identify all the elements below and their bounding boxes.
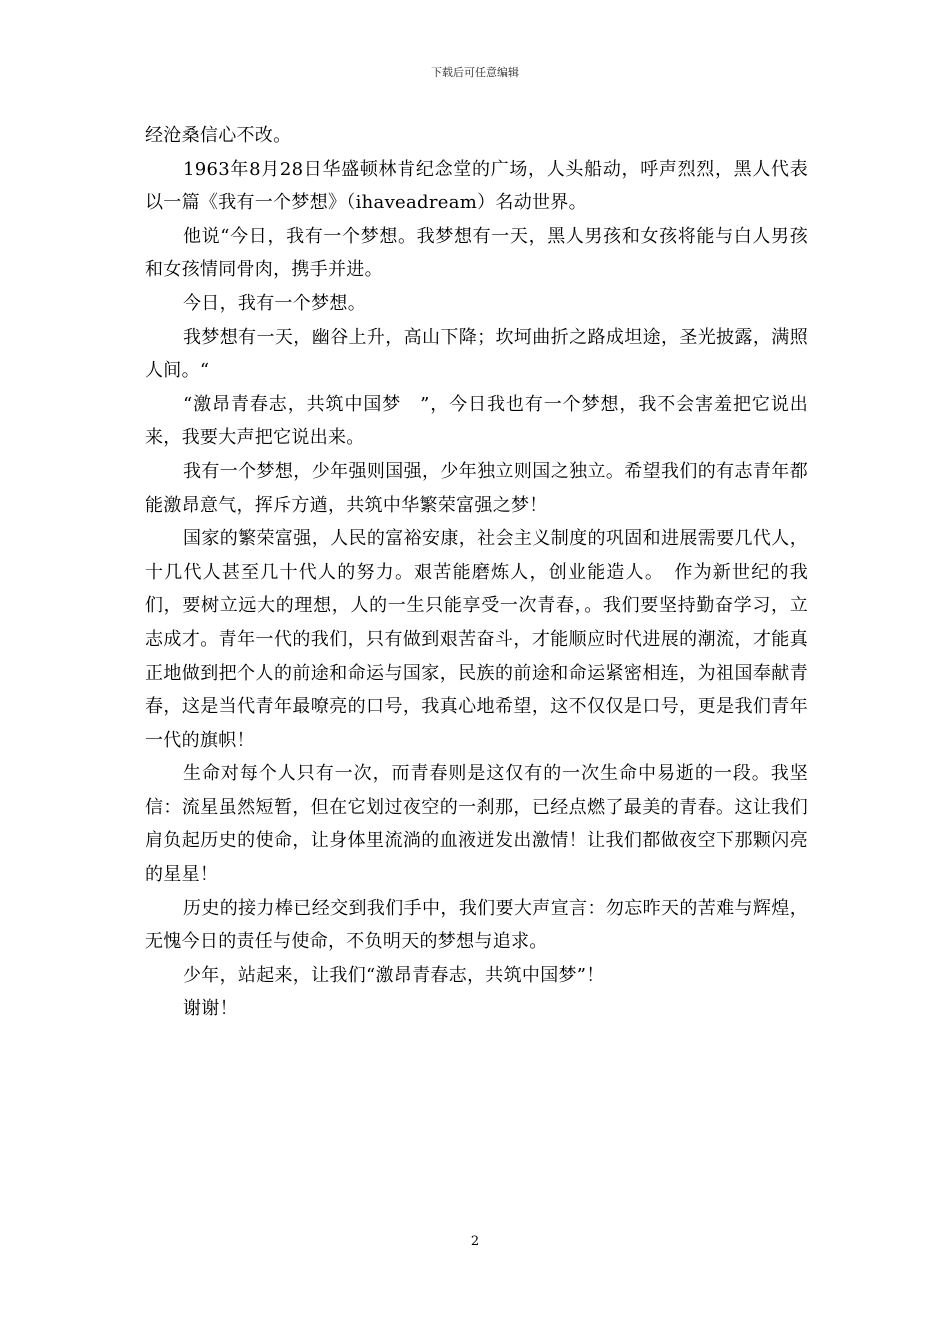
paragraph: 历史的接力棒已经交到我们手中，我们要大声宣言：勿忘昨天的苦难与辉煌，无愧今日的责任与使命，不负明天的梦想与追求。: [145, 897, 808, 953]
paragraph: 我有一个梦想，少年强则国强，少年独立则国之独立。希望我们的有志青年都能激昂意气，挥斥方遒，共筑中华繁荣富强之梦！: [145, 460, 808, 516]
paragraph: 生命对每个人只有一次，而青春则是这仅有的一次生命中易逝的一段。我坚信：流星虽然短暂，但在它划过夜空的一刹那，已经点燃了最美的青春。这让我们肩负起历史的使命，让身体里流淌的血液迸发出激情！让我们都做夜空下那颗闪亮的星星！: [145, 763, 808, 886]
paragraph: “激昂青春志，共筑中国梦 ”，今日我也有一个梦想，我不会害羞把它说出来，我要大声把它说出来。: [145, 393, 808, 449]
paragraph: 少年，站起来，让我们“激昂青春志，共筑中国梦”！: [183, 964, 605, 986]
document-body: [145, 119, 808, 1026]
paragraph: 经沧桑信心不改。: [145, 125, 292, 146]
page-header: 下载后可任意编辑: [431, 66, 519, 79]
paragraph: 1963年8月28日华盛顿林肯纪念堂的广场，人头船动，呼声烈烈，黑人代表以一篇《我有一个梦想》（ihaveadream）名动世界。: [145, 158, 808, 214]
paragraph: 国家的繁荣富强，人民的富裕安康，社会主义制度的巩固和进展需要几代人，十几代人甚至几十代人的努力。艰苦能磨炼人，创业能造人。 作为新世纪的我们，要树立远大的理想，人的一生只能享受一次青春，。我们要坚持勤奋学习，立志成才。青年一代的我们，只有做到艰苦奋斗，才能顺应时代进展的潮流，才能真正地做到把个人的前途和命运与国家，民族的前途和命运紧密相连，为祖国奉献青春，这是当代青年最嘹亮的口号，我真心地希望，这不仅仅是口号，更是我们青年一代的旗帜！: [145, 528, 808, 751]
paragraph: 他说“今日，我有一个梦想。我梦想有一天，黑人男孩和女孩将能与白人男孩和女孩情同骨肉，携手并进。: [145, 225, 808, 281]
paragraph: 今日，我有一个梦想。: [183, 292, 366, 314]
paragraph: 谢谢！: [183, 998, 238, 1020]
paragraph: 我梦想有一天，幽谷上升，高山下降；坎坷曲折之路成坦途，圣光披露，满照人间。“: [145, 326, 808, 382]
page-number: 2: [470, 1234, 480, 1249]
